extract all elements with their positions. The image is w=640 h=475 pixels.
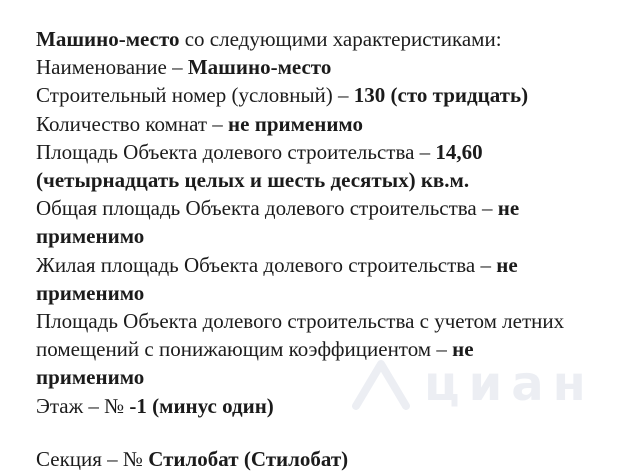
text-segment: 14,60 — [435, 139, 483, 164]
document-line — [36, 222, 616, 250]
text-segment: Жилая площадь Объекта долевого строительства – — [36, 252, 497, 277]
document-line — [36, 363, 616, 391]
text-segment: не применимо — [228, 111, 363, 136]
text-segment: Машино-место — [187, 55, 332, 80]
text-segment: помещений с понижающим коэффициентом – — [36, 337, 453, 362]
text-segment: Количество комнат – — [36, 111, 229, 136]
text-segment: Этаж – № — [36, 393, 130, 418]
text-segment: Площадь Объекта долевого строительства – — [36, 139, 436, 164]
text-segment: -1 (минус один) — [129, 393, 274, 418]
text-segment: Секция – № — [36, 446, 149, 471]
text-segment: Стилобат (Стилобат) — [148, 446, 349, 471]
text-segment: Общая площадь Объекта долевого строительства – — [36, 196, 498, 221]
text-segment: не — [452, 337, 474, 362]
document-line — [36, 166, 616, 194]
text-segment: применимо — [36, 280, 145, 305]
document-line — [36, 81, 616, 109]
text-segment: со следующими характеристиками: — [179, 27, 502, 51]
text-segment: Наименование – — [36, 55, 188, 80]
blank-line — [36, 420, 616, 445]
document-line — [36, 307, 616, 335]
text-segment: применимо — [36, 224, 145, 249]
document-line — [36, 53, 616, 81]
text-segment: Машино-место — [36, 27, 180, 51]
text-segment: Площадь Объекта долевого строительства с учетом летних — [36, 309, 565, 334]
document-line — [36, 335, 616, 363]
text-segment: 130 (сто тридцать) — [353, 83, 529, 108]
watermark-label: циан — [424, 356, 595, 412]
text-segment: не — [496, 252, 518, 277]
document-line — [36, 194, 616, 222]
document-line — [36, 110, 616, 138]
text-segment: (четырнадцать целых и шесть десятых) кв.м. — [36, 168, 470, 193]
text-segment: не — [497, 196, 520, 221]
document-line — [36, 251, 616, 279]
document-line — [36, 445, 616, 473]
text-segment: Строительный номер (условный) – — [36, 83, 354, 108]
document-line — [36, 25, 616, 53]
document-line — [36, 392, 616, 420]
document-body — [36, 25, 616, 473]
document-line — [36, 279, 616, 307]
text-segment: применимо — [36, 365, 145, 390]
document-line — [36, 138, 616, 166]
